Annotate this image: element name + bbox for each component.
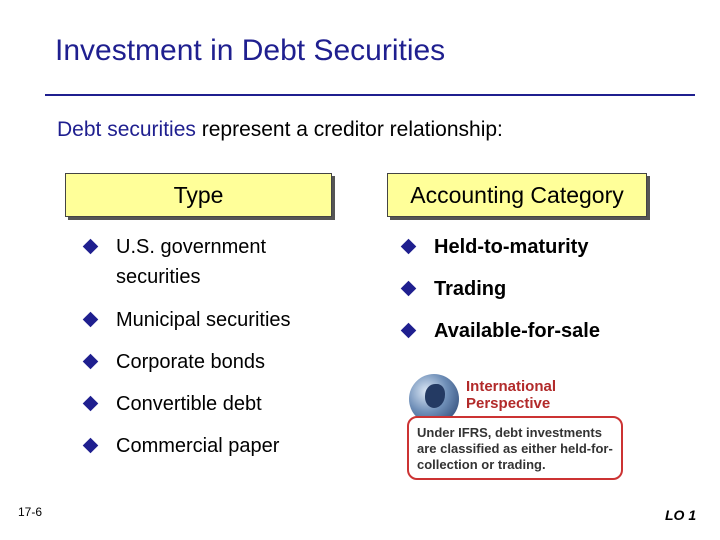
diamond-bullet-icon: [401, 281, 417, 297]
list-item: [80, 431, 279, 461]
subtitle-lead: Debt securities: [57, 118, 196, 141]
learning-objective: LO 1: [665, 507, 697, 523]
diamond-bullet-icon: [401, 323, 417, 339]
international-perspective-text-box: [407, 416, 623, 480]
diamond-bullet-icon: [83, 354, 99, 370]
type-item: Corporate bonds: [116, 351, 265, 373]
list-item: [398, 316, 600, 346]
category-item: Held-to-maturity: [434, 236, 589, 258]
type-item: Convertible debt: [116, 393, 262, 415]
type-item: U.S. government securities: [116, 236, 267, 288]
type-item: Municipal securities: [116, 309, 291, 331]
category-header-box: [387, 173, 647, 217]
title-divider: [45, 94, 695, 96]
category-item: Available-for-sale: [434, 320, 600, 342]
category-item: Trading: [434, 278, 507, 300]
type-header-box: [65, 173, 332, 217]
diamond-bullet-icon: [83, 396, 99, 412]
list-item: [80, 232, 340, 292]
page-number: 17-6: [18, 505, 43, 519]
list-item: [398, 232, 588, 262]
type-header: Type: [173, 181, 224, 208]
international-perspective-callout: [405, 372, 630, 484]
list-item: [398, 274, 506, 304]
list-item: [80, 305, 291, 335]
slide-subtitle: [57, 118, 503, 142]
diamond-bullet-icon: [401, 239, 417, 255]
type-item: Commercial paper: [116, 435, 280, 457]
list-item: [80, 347, 265, 377]
slide-title: Investment in Debt Securities: [55, 34, 446, 67]
diamond-bullet-icon: [83, 239, 99, 255]
list-item: [80, 389, 262, 419]
diamond-bullet-icon: [83, 312, 99, 328]
international-perspective-text: Under IFRS, debt investments are classified as either held-for-collection or trading.: [417, 425, 613, 472]
international-perspective-title: International Perspective: [466, 378, 557, 412]
subtitle-rest: represent a creditor relationship:: [195, 118, 503, 141]
diamond-bullet-icon: [83, 438, 99, 454]
category-header: Accounting Category: [410, 181, 624, 208]
